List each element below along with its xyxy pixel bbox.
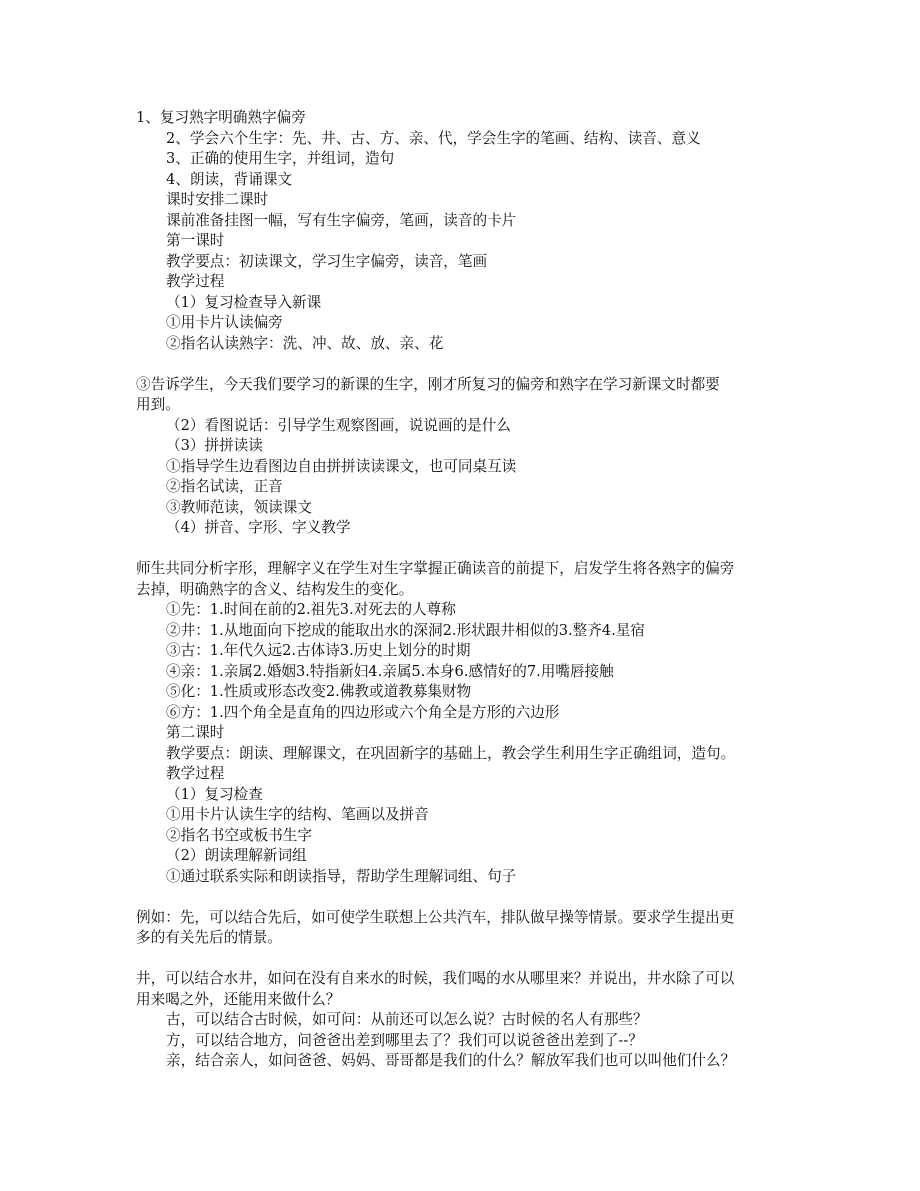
example-gu: 古，可以结合古时候，如可问：从前还可以怎么说？古时候的名人有那些？ [166, 1011, 648, 1028]
step-picture-talk: （2）看图说话：引导学生观察图画，说说画的是什么 [166, 417, 511, 434]
example-jing: 井，可以结合水井，如问在没有自来水的时候，我们喝的水从哪里来？并说出，井水除了可以 [136, 970, 735, 987]
review-item-3-cont: 用到。 [136, 396, 180, 413]
check-item-1: ①用卡片认读生字的结构、笔画以及拼音 [166, 806, 429, 823]
step-review-check: （1）复习检查 [166, 786, 263, 803]
example-xian-cont: 多的有关先后的情景。 [136, 929, 282, 946]
check-item-2: ②指名书空或板书生字 [166, 827, 312, 844]
lesson-one-heading: 第一课时 [166, 232, 225, 249]
objective-4: 4、朗读，背诵课文 [166, 171, 293, 188]
preparation-line: 课前准备挂图一幅，写有生字偏旁，笔画，读音的卡片 [166, 212, 517, 229]
example-xian: 例如：先，可以结合先后，如可使学生联想上公共汽车，排队做早操等情景。要求学生提出更 [136, 909, 735, 926]
step-pinyin: （4）拼音、字形、字义教学 [166, 519, 351, 536]
analysis-paragraph-cont: 去掉，明确熟字的含义、结构发生的变化。 [136, 581, 414, 598]
spell-item-1: ①指导学生边看图边自由拼拼读读课文，也可同桌互读 [166, 458, 517, 475]
lesson-two-heading: 第二课时 [166, 724, 225, 741]
spell-item-3: ③教师范读，领读课文 [166, 499, 312, 516]
objective-1: 1、复习熟字明确熟字偏旁 [136, 109, 306, 126]
review-item-2: ②指名认读熟字：洗、冲、故、放、亲、花 [166, 335, 444, 352]
objective-2: 2、学会六个生字：先、井、古、方、亲、代，学会生字的笔画、结构、读音、意义 [166, 130, 701, 147]
process-heading-1: 教学过程 [166, 273, 225, 290]
step-review: （1）复习检查导入新课 [166, 294, 322, 311]
objective-3: 3、正确的使用生字，并组词，造句 [166, 150, 395, 167]
char-xian: ①先：1.时间在前的2.祖先3.对死去的人尊称 [166, 601, 456, 618]
lesson-two-points: 教学要点：朗读、理解课文，在巩固新字的基础上，教会学生利用生字正确组词，造句。 [166, 745, 736, 762]
char-jing: ②井：1.从地面向下挖成的能取出水的深洞2.形状跟井相似的3.整齐4.星宿 [166, 622, 645, 639]
example-jing-cont: 用来喝之外，还能用来做什么？ [136, 991, 341, 1008]
char-hua: ⑤化：1.性质或形态改变2.佛教或道教募集财物 [166, 683, 472, 700]
step-spell-read: （3）拼拼读读 [166, 437, 263, 454]
lesson-one-points: 教学要点：初读课文，学习生字偏旁，读音，笔画 [166, 253, 488, 270]
analysis-paragraph: 师生共同分析字形，理解字义在学生对生字掌握正确读音的前提下，启发学生将各熟字的偏旁 [136, 560, 735, 577]
review-item-1: ①用卡片认读偏旁 [166, 314, 283, 331]
understand-item-1: ①通过联系实际和朗读指导，帮助学生理解词组、句子 [166, 868, 517, 885]
char-gu: ③古：1.年代久远2.古体诗3.历史上划分的时期 [166, 642, 471, 659]
step-read-understand: （2）朗读理解新词组 [166, 847, 307, 864]
schedule-line: 课时安排二课时 [166, 191, 269, 208]
process-heading-2: 教学过程 [166, 765, 225, 782]
char-fang: ⑥方：1.四个角全是直角的四边形或六个角全是方形的六边形 [166, 704, 560, 721]
review-item-3: ③告诉学生，今天我们要学习的新课的生字，刚才所复习的偏旁和熟字在学习新课文时都要 [136, 376, 720, 393]
char-qin: ④亲：1.亲属2.婚姻3.特指新妇4.亲属5.本身6.感情好的7.用嘴唇接触 [166, 663, 614, 680]
example-fang: 方，可以结合地方，问爸爸出差到哪里去了？我们可以说爸爸出差到了--？ [166, 1032, 643, 1049]
spell-item-2: ②指名试读，正音 [166, 478, 283, 495]
example-qin: 亲，结合亲人，如问爸爸、妈妈、哥哥都是我们的什么？解放军我们也可以叫他们什么？ [166, 1052, 736, 1069]
